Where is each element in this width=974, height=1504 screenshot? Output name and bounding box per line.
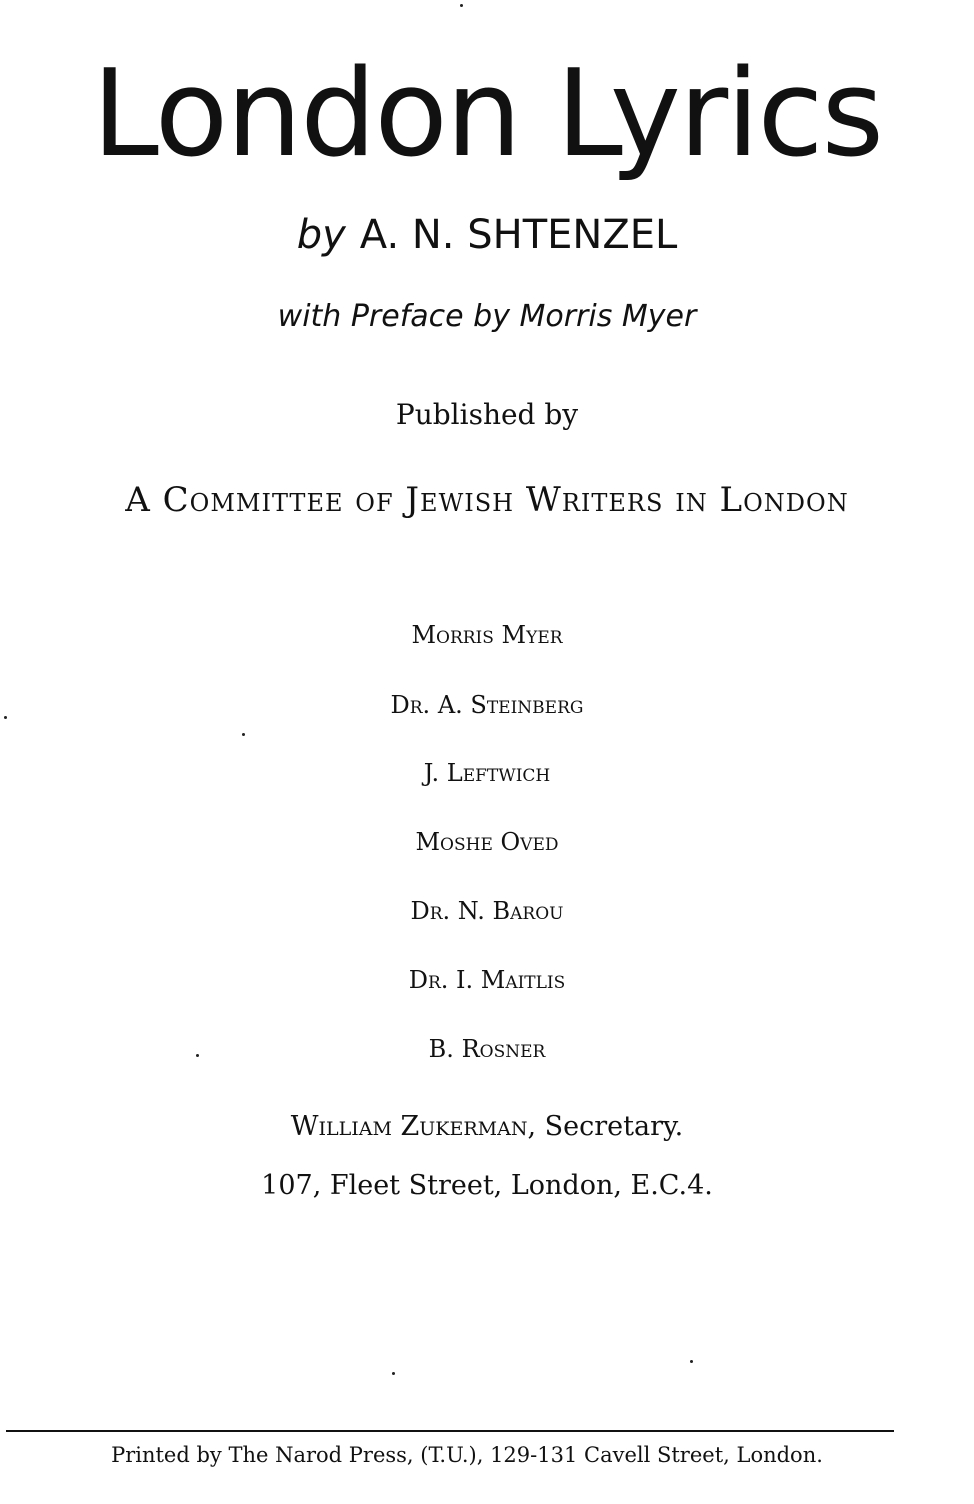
secretary-role: Secretary. <box>544 1111 684 1142</box>
preface-line: with Preface by Morris Myer <box>277 299 697 334</box>
scan-speck <box>4 716 7 719</box>
committee-member: Moshe Oved <box>415 828 559 856</box>
publisher-address: 107, Fleet Street, London, E.C.4. <box>261 1170 713 1201</box>
committee-name: A Committee of Jewish Writers in London <box>125 480 849 520</box>
committee-member: Dr. N. Barou <box>410 897 564 925</box>
committee-member: Dr. A. Steinberg <box>390 691 584 719</box>
scan-speck <box>460 4 463 7</box>
committee-member: Morris Myer <box>411 621 563 649</box>
secretary-line <box>0 1105 974 1149</box>
scan-speck <box>242 733 245 736</box>
book-title: London Lyrics <box>91 45 883 184</box>
scan-speck <box>392 1372 395 1375</box>
printer-imprint: Printed by The Narod Press, (T.U.), 129-131 Cavell Street, London. <box>111 1443 823 1467</box>
author-line <box>0 205 974 265</box>
committee-member: Dr. I. Maitlis <box>408 966 566 994</box>
author-by: by <box>296 212 346 258</box>
published-by-line: Published by <box>395 398 579 431</box>
committee-member: J. Leftwich <box>423 759 551 787</box>
footer-divider <box>6 1430 894 1432</box>
scan-speck <box>196 1054 199 1057</box>
author-name: A. N. SHTENZEL <box>359 212 678 258</box>
secretary-name: William Zukerman, <box>290 1111 537 1142</box>
scan-speck <box>690 1360 693 1363</box>
committee-member: B. Rosner <box>428 1035 546 1063</box>
